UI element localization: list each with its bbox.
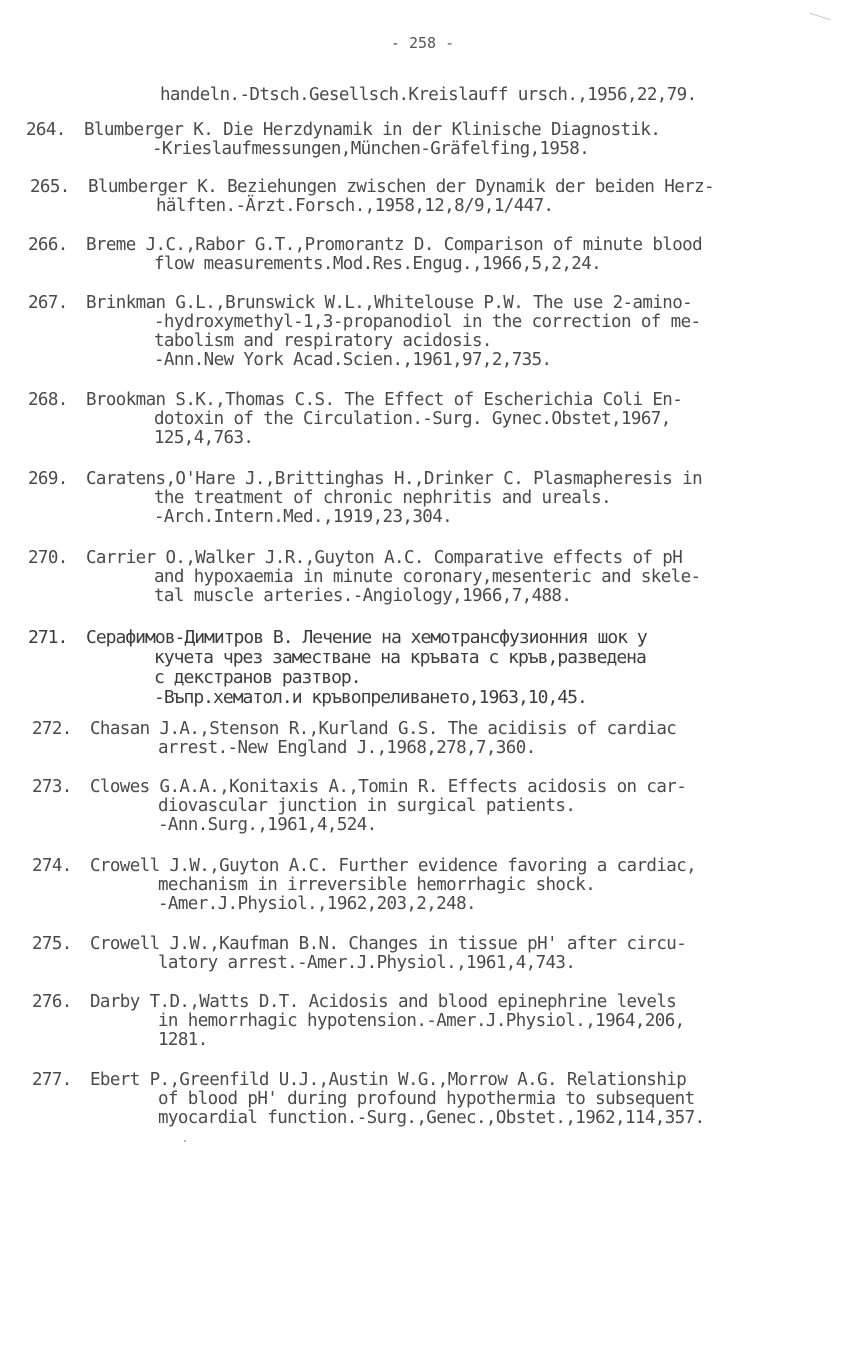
reference-number: 271. [28,627,68,648]
reference-line: Ebert P.,Greenfild U.J.,Austin W.G.,Morrow A.G. Relationship [90,1070,687,1090]
reference-line: -Arch.Intern.Med.,1919,23,304. [154,507,453,527]
reference-number: 270. [28,548,68,568]
reference-text [90,935,686,973]
reference-text [90,720,676,758]
reference-number: 269. [28,469,68,489]
reference-line: diovascular junction in surgical patients. [158,796,576,816]
reference-line: and hypoxaemia in minute coronary,mesenteric and skele- [154,567,701,587]
reference-text [86,549,700,606]
reference-line: Clowes G.A.A.,Konitaxis A.,Tomin R. Effects acidosis on car- [90,777,687,797]
reference-text [88,178,714,216]
reference-line: myocardial function.-Surg.,Genec.,Obstet.,1962,114,357. [158,1108,705,1128]
reference-line: the treatment of chronic nephritis and ureals. [154,488,612,508]
reference-line: Darby T.D.,Watts D.T. Acidosis and blood epinephrine levels [90,992,677,1012]
reference-entry [32,935,686,973]
reference-line: in hemorrhagic hypotension.-Amer.J.Physiol.,1964,206, [158,1011,685,1031]
reference-entry [32,720,676,758]
reference-line: Crowell J.W.,Guyton A.C. Further evidence favoring a cardiac, [90,856,697,876]
reference-entry [32,993,685,1050]
reference-text [90,1071,704,1128]
reference-text [86,628,647,708]
reference-line: Blumberger K. Die Herzdynamik in der Klinische Diagnostik. [84,120,661,140]
reference-line: с декстранов разтвор. [154,667,361,688]
reference-line: -Ann.New York Acad.Scien.,1961,97,2,735. [154,350,552,370]
reference-number: 266. [28,235,68,255]
reference-number: 268. [28,390,68,410]
reference-entry [28,549,700,606]
corner-scan-mark [809,13,830,21]
reference-line: -Amer.J.Physiol.,1962,203,2,248. [158,894,476,914]
reference-line: latory arrest.-Amer.J.Physiol.,1961,4,743. [158,953,576,973]
reference-line: of blood pH' during profound hypothermia to subsequent [158,1089,695,1109]
reference-text [90,993,685,1050]
reference-line: flow measurements.Mod.Res.Engug.,1966,5,2,24. [154,254,602,274]
reference-entry [28,628,647,708]
reference-entry [32,1071,704,1128]
reference-line: -hydroxymethyl-1,3-propanodiol in the correction of me- [154,312,701,332]
reference-entry [28,391,682,448]
reference-line: mechanism in irreversible hemorrhagic shock. [158,875,596,895]
reference-line: -Krieslaufmessungen,München-Gräfelfing,1958. [152,139,590,159]
reference-number: 274. [32,856,72,876]
reference-line: Brookman S.K.,Thomas C.S. The Effect of Escherichia Coli En- [86,390,683,410]
reference-text [86,391,682,448]
reference-line: Blumberger K. Beziehungen zwischen der Dynamik der beiden Herz- [88,177,714,197]
reference-line: Brinkman G.L.,Brunswick W.L.,Whitelouse P.W. The use 2-amino- [86,293,693,313]
reference-number: 272. [32,719,72,739]
reference-line: arrest.-New England J.,1968,278,7,360. [158,738,536,758]
reference-text [86,236,702,274]
reference-line: Chasan J.A.,Stenson R.,Kurland G.S. The acidisis of cardiac [90,719,677,739]
reference-line: -Въпр.хематол.и кръвопреливането,1963,10,45. [154,687,587,708]
reference-line: кучета чрез заместване на кръвата с кръв,разведена [154,647,646,668]
reference-number: 264. [26,120,66,140]
reference-number: 265. [30,177,70,197]
reference-entry [28,294,700,370]
reference-number: 276. [32,992,72,1012]
stray-mark [184,1140,186,1142]
reference-line: dotoxin of the Circulation.-Surg. Gynec.Obstet,1967, [154,409,671,429]
reference-number: 267. [28,293,68,313]
reference-entry [26,121,660,159]
reference-line: 1281. [158,1030,208,1050]
page-number: - 258 - [390,34,455,52]
reference-line: Carrier O.,Walker J.R.,Guyton A.C. Comparative effects of pH [86,548,683,568]
reference-text [90,778,686,835]
reference-line: Breme J.C.,Rabor G.T.,Promorantz D. Comparison of minute blood [86,235,703,255]
reference-line: tal muscle arteries.-Angiology,1966,7,488. [154,586,572,606]
reference-line: Crowell J.W.,Kaufman B.N. Changes in tissue pH' after circu- [90,934,687,954]
reference-entry [28,470,702,527]
reference-number: 273. [32,777,72,797]
reference-entry [28,236,702,274]
reference-text [90,857,696,914]
continuation-line: handeln.-Dtsch.Gesellsch.Kreislauff ursch.,1956,22,79. [160,85,697,105]
reference-line: hälften.-Ärzt.Forsch.,1958,12,8/9,1/447. [156,196,554,216]
reference-line: -Ann.Surg.,1961,4,524. [158,815,377,835]
reference-line: 125,4,763. [154,428,254,448]
reference-line: tabolism and respiratory acidosis. [154,331,492,351]
reference-number: 275. [32,934,72,954]
reference-entry [32,778,686,835]
reference-text [84,121,660,159]
reference-line: Серафимов-Димитров В. Лечение на хемотрансфузионния шок у [86,627,647,648]
reference-text [86,294,700,370]
reference-line: Caratens,O'Hare J.,Brittinghas H.,Drinker C. Plasmapheresis in [86,469,703,489]
reference-entry [32,857,696,914]
reference-text [86,470,702,527]
reference-number: 277. [32,1070,72,1090]
reference-entry [30,178,714,216]
